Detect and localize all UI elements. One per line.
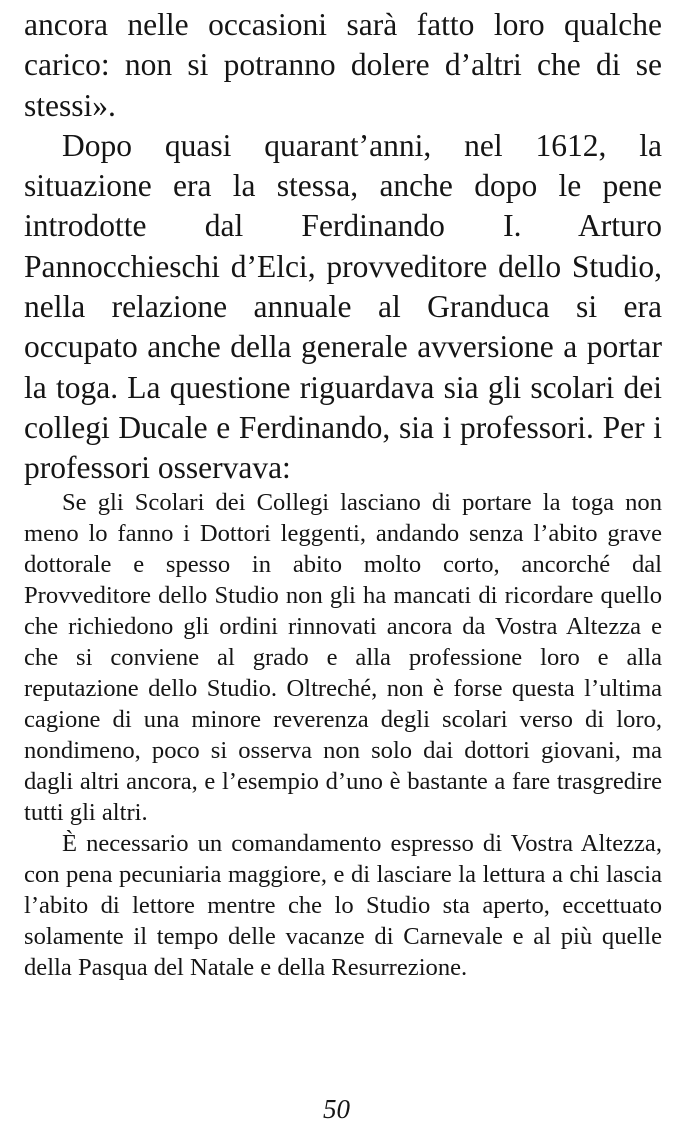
block-quote bbox=[24, 487, 662, 983]
quote-paragraph: Se gli Scolari dei Collegi lasciano di portare la toga non meno lo fanno i Dottori leggenti, andando senza l’abito grave dottorale e spesso in abito molto corto, ancorché dal Provveditore dello Studio non gli ha mancati di ricordare quello che richiedono gli ordini rinnovati ancora da Vostra Altezza e che si conviene al grado e alla professione loro e alla reputazione dello Studio. Oltreché, non è forse questa l’ultima cagione di una minore reverenza degli scolari verso di loro, nondimeno, poco si osserva non solo dai dottori giovani, ma dagli altri ancora, e l’esempio d’uno è bastante a fare trasgredire tutti gli altri. bbox=[24, 489, 662, 826]
page-number: 50 bbox=[323, 1094, 350, 1124]
page-body bbox=[24, 0, 662, 489]
body-paragraph-continuation: ancora nelle occasioni sarà fatto loro qualche carico: non si potranno dolere d’altri che di se stessi». bbox=[24, 7, 662, 123]
quote-paragraph: È necessario un comandamento espresso di Vostra Altezza, con pena pecuniaria maggiore, e di lasciare la lettura a chi lascia l’abito di lettore mentre che lo Studio sta aperto, eccettuato solamente il tempo delle vacanze di Carnevale e al più quelle della Pasqua del Natale e della Resurrezione. bbox=[24, 830, 662, 981]
body-paragraph: Dopo quasi quarant’anni, nel 1612, la situazione era la stessa, anche dopo le pene introdotte dal Ferdinando I. Arturo Pannocchieschi d’Elci, provveditore dello Studio, nella relazione annuale al Granduca si era occupato anche della generale avversione a portar la toga. La questione riguardava sia gli scolari dei collegi Ducale e Ferdinando, sia i professori. Per i professori osservava: bbox=[24, 127, 662, 486]
